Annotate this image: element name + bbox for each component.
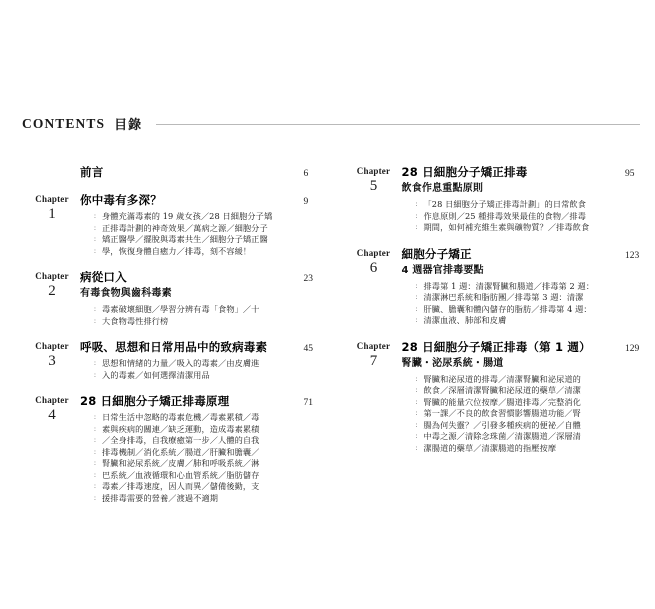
toc-detail-line — [94, 223, 334, 235]
toc-detail-line — [416, 408, 655, 420]
chapter-number: 6 — [369, 259, 378, 276]
detail-bullet-icon: : — [94, 223, 96, 232]
chapter-word-label: Chapter — [356, 340, 391, 351]
toc-detail-line — [94, 447, 334, 459]
chapter-marker — [346, 165, 402, 195]
chapter-word-label: Chapter — [356, 166, 391, 176]
detail-bullet-icon: : — [415, 293, 418, 301]
detail-bullet-icon: : — [94, 459, 96, 467]
toc-detail-line — [94, 304, 334, 316]
detail-bullet-icon: : — [415, 200, 418, 208]
chapter-marker — [24, 270, 80, 300]
detail-bullet-icon: : — [415, 223, 418, 231]
toc-detail-text: 第一課／不良的飲食習慣影響腸道功能／腎 — [423, 408, 581, 418]
toc-entry-detail-block — [80, 304, 334, 327]
right-column — [334, 165, 655, 517]
toc-entry-body — [80, 193, 334, 257]
detail-bullet-icon: : — [94, 359, 96, 367]
toc-detail-line — [416, 211, 655, 223]
header-divider-rule — [156, 124, 640, 125]
toc-detail-line — [94, 470, 334, 482]
detail-bullet-icon: : — [94, 436, 96, 444]
toc-entry-chapter-4[interactable] — [24, 394, 334, 504]
toc-entry-body — [402, 247, 655, 327]
toc-entry-title-row — [80, 394, 334, 409]
chapter-word-label: Chapter — [35, 341, 69, 351]
toc-entry-title-row — [80, 193, 334, 208]
toc-detail-line — [94, 435, 334, 447]
detail-bullet-icon: : — [94, 246, 96, 255]
toc-header — [22, 114, 640, 133]
toc-entry-preface[interactable] — [24, 165, 334, 180]
toc-entry-title[interactable]: 28 日細胞分子矯正排毒 — [401, 165, 528, 179]
toc-detail-text: 排毒第 1 週：清潔腎臟和腸道／排毒第 2 週： — [423, 280, 595, 291]
toc-entry-title[interactable]: 你中毒有多深？ — [80, 193, 162, 207]
toc-entry-chapter-1[interactable] — [24, 193, 334, 257]
toc-entry-title[interactable]: 28 日細胞分子矯正排毒（第 1 週） — [401, 339, 591, 354]
chapter-word-label: Chapter — [356, 247, 391, 258]
toc-detail-text: 清潔血液、肺部和皮膚 — [423, 315, 507, 325]
toc-entry-title-row — [80, 340, 334, 355]
toc-detail-text: 日常生活中忽略的毒素危機／毒素累積／毒 — [102, 412, 260, 422]
toc-entry-chapter-5[interactable] — [346, 165, 655, 234]
toc-detail-text: 正排毒計劃的神奇效果／萬病之源／細胞分子 — [102, 222, 268, 233]
chapter-number: 4 — [48, 407, 56, 423]
toc-entry-subtitle: 飲食作息重點原則 — [401, 183, 484, 194]
chapter-number: 7 — [369, 352, 378, 369]
contents-label-zh: 目錄 — [114, 118, 143, 133]
toc-detail-text: 援排毒需要的營養／渡過不適期 — [102, 492, 219, 503]
toc-entry-page-number: 71 — [303, 398, 313, 408]
toc-entry-detail-block — [402, 374, 655, 455]
toc-detail-text: 腎臟和泌尿道的排毒／清潔腎臟和泌尿道的 — [423, 373, 581, 384]
toc-entry-chapter-7[interactable] — [346, 340, 655, 455]
chapter-word-label: Chapter — [35, 395, 69, 405]
toc-detail-text: 矯正醫學／擺脫與毒素共生／細胞分子矯正醫 — [102, 234, 268, 244]
detail-bullet-icon: : — [94, 482, 96, 490]
toc-entry-detail-block — [80, 211, 334, 257]
toc-entry-detail-block — [402, 199, 655, 234]
toc-detail-text: 飲食／深層清潔腎臟和泌尿道的藥草／清潔 — [423, 385, 581, 395]
toc-detail-text: 排毒機制／消化系統／腸道／肝臟和膽囊／ — [102, 446, 260, 457]
toc-detail-text: 「28 日細胞分子矯正排毒計劃」的日常飲食 — [423, 199, 586, 209]
toc-detail-text: 期間，如何補充維生素與礦物質？／排毒飲食 — [423, 222, 590, 232]
detail-bullet-icon: : — [415, 211, 418, 220]
toc-entry-page-number: 9 — [303, 197, 309, 207]
detail-bullet-icon: : — [415, 304, 418, 313]
toc-detail-text: ／全身排毒，自我療癒第一步／人體的自我 — [102, 435, 260, 445]
toc-detail-line — [416, 304, 655, 316]
toc-entry-detail-block — [80, 358, 334, 381]
toc-entry-chapter-6[interactable] — [346, 247, 655, 327]
toc-detail-line — [94, 234, 334, 246]
toc-entry-title-row — [402, 165, 655, 180]
toc-entry-body — [402, 165, 655, 234]
toc-detail-line — [94, 211, 334, 223]
toc-entry-chapter-2[interactable] — [24, 270, 334, 327]
toc-detail-line — [94, 246, 334, 258]
toc-detail-text: 清潔淋巴系統和脂肪團／排毒第 3 週：清潔 — [423, 292, 584, 302]
toc-entry-subtitle: 腎臟・泌尿系統・腸道 — [401, 357, 504, 369]
toc-detail-text: 思想和情緒的力量／吸入的毒素／由皮膚進 — [102, 358, 260, 368]
toc-detail-text: 潔腸道的藥草／清潔腸道的指壓按摩 — [423, 442, 557, 453]
toc-entry-title-row — [402, 247, 655, 262]
toc-detail-text: 腎臟和泌尿系統／皮膚／肺和呼吸系統／淋 — [102, 458, 260, 468]
detail-bullet-icon: : — [94, 470, 96, 479]
toc-entry-title[interactable]: 前言 — [80, 165, 104, 179]
chapter-marker — [24, 340, 80, 370]
toc-entry-page-number: 45 — [303, 344, 313, 354]
detail-bullet-icon: : — [94, 370, 96, 379]
toc-detail-line — [416, 315, 655, 327]
toc-detail-line — [94, 481, 334, 493]
toc-entry-chapter-3[interactable] — [24, 340, 334, 381]
toc-detail-line — [416, 281, 655, 293]
toc-entry-title[interactable]: 細胞分子矯正 — [401, 246, 472, 261]
toc-columns — [0, 165, 655, 517]
toc-detail-text: 毒素破壞細胞／學習分辨有毒「食物」／十 — [102, 304, 260, 314]
detail-bullet-icon: : — [94, 235, 96, 243]
detail-bullet-icon: : — [94, 424, 96, 433]
toc-detail-line — [416, 374, 655, 386]
toc-detail-line — [416, 222, 655, 234]
toc-detail-line — [94, 412, 334, 424]
detail-bullet-icon: : — [94, 447, 96, 456]
toc-detail-line — [94, 424, 334, 436]
toc-entry-page-number: 123 — [625, 250, 640, 261]
toc-entry-title[interactable]: 病從口入 — [80, 270, 127, 284]
toc-detail-line — [416, 199, 655, 211]
chapter-number: 3 — [48, 353, 56, 369]
toc-detail-text: 大食物毒性排行榜 — [102, 315, 169, 326]
chapter-marker — [346, 340, 402, 370]
toc-detail-line — [94, 458, 334, 470]
chapter-number: 1 — [48, 206, 56, 222]
toc-detail-line — [416, 397, 655, 409]
toc-detail-line — [94, 370, 334, 382]
toc-entry-detail-block — [80, 412, 334, 504]
toc-detail-line — [416, 292, 655, 304]
detail-bullet-icon: : — [415, 443, 418, 452]
chapter-word-label: Chapter — [35, 194, 69, 204]
toc-entry-title-row — [80, 270, 334, 285]
detail-bullet-icon: : — [94, 212, 96, 220]
toc-entry-title-row — [402, 340, 655, 355]
toc-detail-text: 腸為何失靈？／引發多種疾病的便祕／自體 — [423, 419, 581, 430]
chapter-number: 5 — [369, 178, 378, 194]
toc-detail-line — [94, 358, 334, 370]
toc-detail-line — [416, 431, 655, 443]
detail-bullet-icon: : — [415, 374, 418, 383]
chapter-marker — [346, 247, 402, 277]
contents-label-en: CONTENTS — [22, 115, 106, 131]
chapter-word-label: Chapter — [35, 271, 69, 281]
toc-detail-text: 身體充滿毒素的 19 歲女孩／28 日細胞分子矯 — [102, 211, 273, 221]
toc-entry-subtitle: 4 週器官排毒要點 — [401, 264, 484, 276]
toc-detail-text: 學，恢復身體自癒力／排毒，刻不容緩！ — [102, 245, 252, 256]
toc-entry-title[interactable]: 呼吸、思想和日常用品中的致病毒素 — [80, 340, 268, 354]
toc-entry-page-number: 95 — [625, 169, 635, 179]
chapter-marker — [24, 193, 80, 223]
toc-detail-text: 巴系統／血液循環和心血管系統／脂肪儲存 — [102, 469, 260, 480]
toc-detail-text: 肝臟、膽囊和體內儲存的脂肪／排毒第 4 週： — [423, 303, 592, 314]
toc-entry-page-number: 23 — [303, 274, 313, 284]
detail-bullet-icon: : — [94, 493, 96, 502]
detail-bullet-icon: : — [94, 413, 96, 421]
toc-entry-subtitle: 有毒食物與齒科毒素 — [80, 288, 172, 299]
toc-entry-body — [402, 340, 655, 455]
detail-bullet-icon: : — [415, 420, 418, 429]
chapter-number: 2 — [48, 283, 56, 299]
left-column — [0, 165, 334, 517]
toc-detail-line — [94, 316, 334, 328]
toc-entry-title-row — [80, 165, 334, 180]
detail-bullet-icon: : — [94, 305, 96, 313]
toc-detail-text: 素與疾病的關連／缺乏運動，造成毒素累積 — [102, 423, 260, 434]
toc-detail-text: 腎臟的能量穴位按摩／腸道排毒／完整消化 — [423, 396, 581, 407]
detail-bullet-icon: : — [415, 432, 418, 440]
toc-detail-text: 作息原則／25 種排毒效果最佳的食物／排毒 — [423, 210, 586, 221]
chapter-marker — [24, 394, 80, 424]
toc-entry-body — [80, 165, 334, 180]
toc-detail-line — [94, 493, 334, 505]
detail-bullet-icon: : — [415, 386, 418, 394]
toc-entry-body — [80, 270, 334, 327]
toc-detail-line — [416, 443, 655, 455]
toc-detail-text: 入的毒素／如何選擇清潔用品 — [102, 369, 210, 380]
toc-detail-line — [416, 420, 655, 432]
toc-detail-text: 毒素／排毒速度，因人而異／儲備後勤，支 — [102, 481, 260, 491]
toc-entry-detail-block — [402, 281, 655, 327]
toc-entry-page-number: 129 — [625, 343, 640, 354]
toc-entry-body — [80, 394, 334, 504]
detail-bullet-icon: : — [415, 409, 418, 417]
detail-bullet-icon: : — [94, 316, 96, 325]
toc-detail-text: 中毒之源／清除念珠菌／清潔腸道／深層清 — [423, 431, 581, 441]
toc-entry-page-number: 6 — [303, 169, 309, 179]
detail-bullet-icon: : — [415, 397, 418, 406]
detail-bullet-icon: : — [415, 316, 418, 324]
toc-entry-title[interactable]: 28 日細胞分子矯正排毒原理 — [80, 394, 230, 408]
detail-bullet-icon: : — [415, 281, 418, 290]
toc-entry-body — [80, 340, 334, 381]
toc-detail-line — [416, 385, 655, 397]
